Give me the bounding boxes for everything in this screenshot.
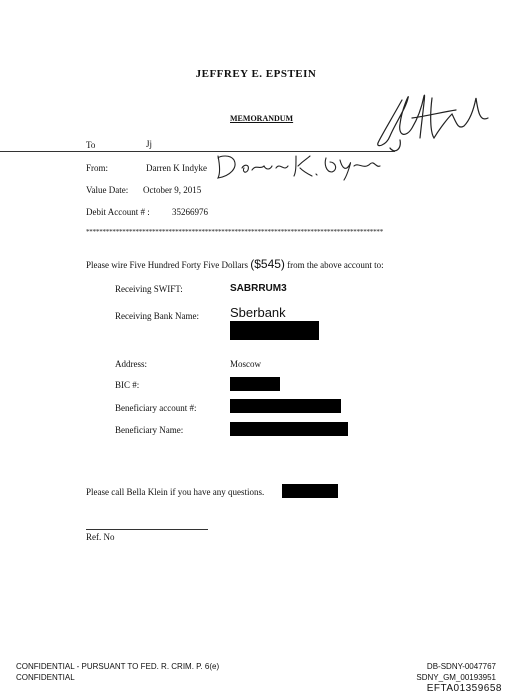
footer-bates-sdny: SDNY_GM_00193951 <box>416 673 496 682</box>
to-value: Jj <box>146 139 153 149</box>
footer-confidential-line2: CONFIDENTIAL <box>16 673 75 682</box>
address-value: Moscow <box>230 359 261 369</box>
redaction-box-beneficiary-account <box>230 399 341 413</box>
redaction-box-bic <box>230 377 280 391</box>
memorandum-heading: MEMORANDUM <box>230 114 294 123</box>
footer-confidential-line1: CONFIDENTIAL - PURSUANT TO FED. R. CRIM. P. 6(e) <box>16 662 220 671</box>
to-label: To <box>86 140 96 150</box>
value-date-label: Value Date: <box>86 185 129 195</box>
swift-code: SABRRUM3 <box>230 283 287 294</box>
signature-mark-from <box>214 148 384 184</box>
value-date: October 9, 2015 <box>143 185 202 195</box>
ref-no-label: Ref. No <box>86 532 115 542</box>
bank-name: Sberbank <box>230 305 286 320</box>
bic-label: BIC #: <box>115 380 140 390</box>
debit-account-number: 35266976 <box>172 207 208 217</box>
separator-stars: ****************************************************************************************** <box>86 228 384 236</box>
from-label: From: <box>86 163 109 173</box>
swift-label: Receiving SWIFT: <box>115 284 183 294</box>
instruction-text-before: Please wire Five Hundred Forty Five Dollars <box>86 260 248 270</box>
debit-account-label: Debit Account # : <box>86 207 150 217</box>
document-title: JEFFREY E. EPSTEIN <box>195 68 317 80</box>
bank-name-label: Receiving Bank Name: <box>115 311 199 321</box>
redaction-box-beneficiary-name <box>230 422 348 436</box>
contact-instruction: Please call Bella Klein if you have any questions. <box>86 487 265 497</box>
beneficiary-account-label: Beneficiary account #: <box>115 403 197 413</box>
from-value: Darren K Indyke <box>146 163 207 173</box>
signature-mark-top <box>372 88 502 158</box>
wire-instruction <box>86 257 384 271</box>
footer-bates-db: DB-SDNY-0047767 <box>426 662 496 671</box>
instruction-text-after: from the above account to: <box>287 260 384 270</box>
ref-rule <box>86 529 208 530</box>
address-label: Address: <box>115 359 147 369</box>
redaction-box-bank <box>230 321 319 340</box>
redaction-box-contact <box>282 484 338 498</box>
beneficiary-name-label: Beneficiary Name: <box>115 425 184 435</box>
footer-bates-efta: EFTA01359658 <box>426 683 502 694</box>
wire-amount: ($545) <box>250 257 285 271</box>
